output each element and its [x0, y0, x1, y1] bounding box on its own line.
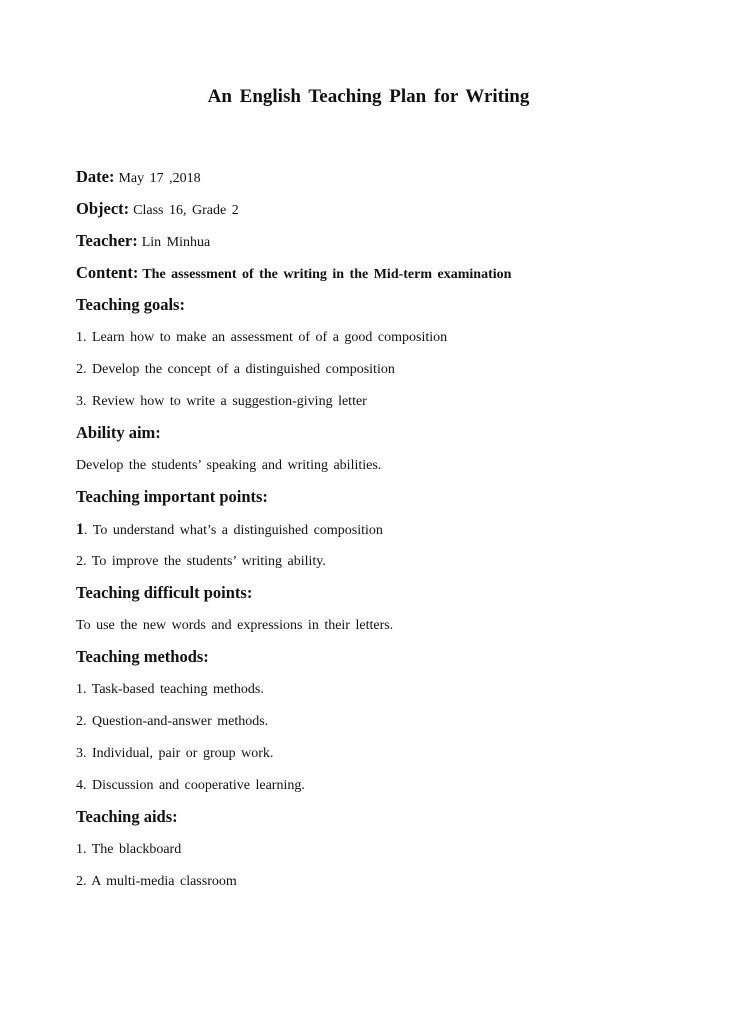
content-row — [76, 263, 511, 283]
difficult-points-text: To use the new words and expressions in their letters. — [76, 618, 394, 633]
content-value: The assessment of the writing in the Mid-term examination — [142, 267, 512, 282]
important-points-heading: Teaching important points: — [76, 487, 268, 506]
object-value: Class 16, Grade 2 — [133, 203, 239, 218]
method-item: 4. Discussion and cooperative learning. — [76, 778, 305, 793]
teaching-goal-item: 2. Develop the concept of a distinguished composition — [76, 362, 395, 377]
method-item: 2. Question-and-answer methods. — [76, 714, 269, 729]
content-label: Content: — [76, 263, 139, 282]
teacher-value: Lin Minhua — [141, 235, 211, 250]
teaching-goal-item: 1. Learn how to make an assessment of of a good composition — [76, 330, 448, 345]
date-label: Date: — [76, 167, 115, 186]
aids-heading: Teaching aids: — [76, 807, 178, 826]
teaching-goals-heading: Teaching goals: — [76, 295, 185, 314]
ability-aim-text: Develop the students’ speaking and writing abilities. — [76, 458, 382, 473]
ability-aim-heading: Ability aim: — [76, 423, 161, 442]
methods-heading: Teaching methods: — [76, 647, 209, 666]
teacher-label: Teacher: — [76, 231, 138, 250]
method-item: 3. Individual, pair or group work. — [76, 746, 274, 761]
teacher-row — [76, 231, 210, 251]
important-point-item: 2. To improve the students’ writing ability. — [76, 554, 326, 569]
important-point-number: 1 — [76, 521, 84, 538]
difficult-points-heading: Teaching difficult points: — [76, 583, 253, 602]
object-label: Object: — [76, 199, 130, 218]
date-row — [76, 167, 201, 187]
important-point-text: . To understand what’s a distinguished composition — [84, 523, 383, 538]
date-value: May 17 ,2018 — [118, 171, 201, 186]
aid-item: 1. The blackboard — [76, 842, 182, 857]
teaching-goal-item: 3. Review how to write a suggestion-giving letter — [76, 394, 367, 409]
important-point-item — [76, 521, 383, 539]
page-title: An English Teaching Plan for Writing — [207, 86, 530, 107]
aid-item: 2. A multi-media classroom — [76, 874, 237, 889]
object-row — [76, 199, 239, 219]
method-item: 1. Task-based teaching methods. — [76, 682, 264, 697]
